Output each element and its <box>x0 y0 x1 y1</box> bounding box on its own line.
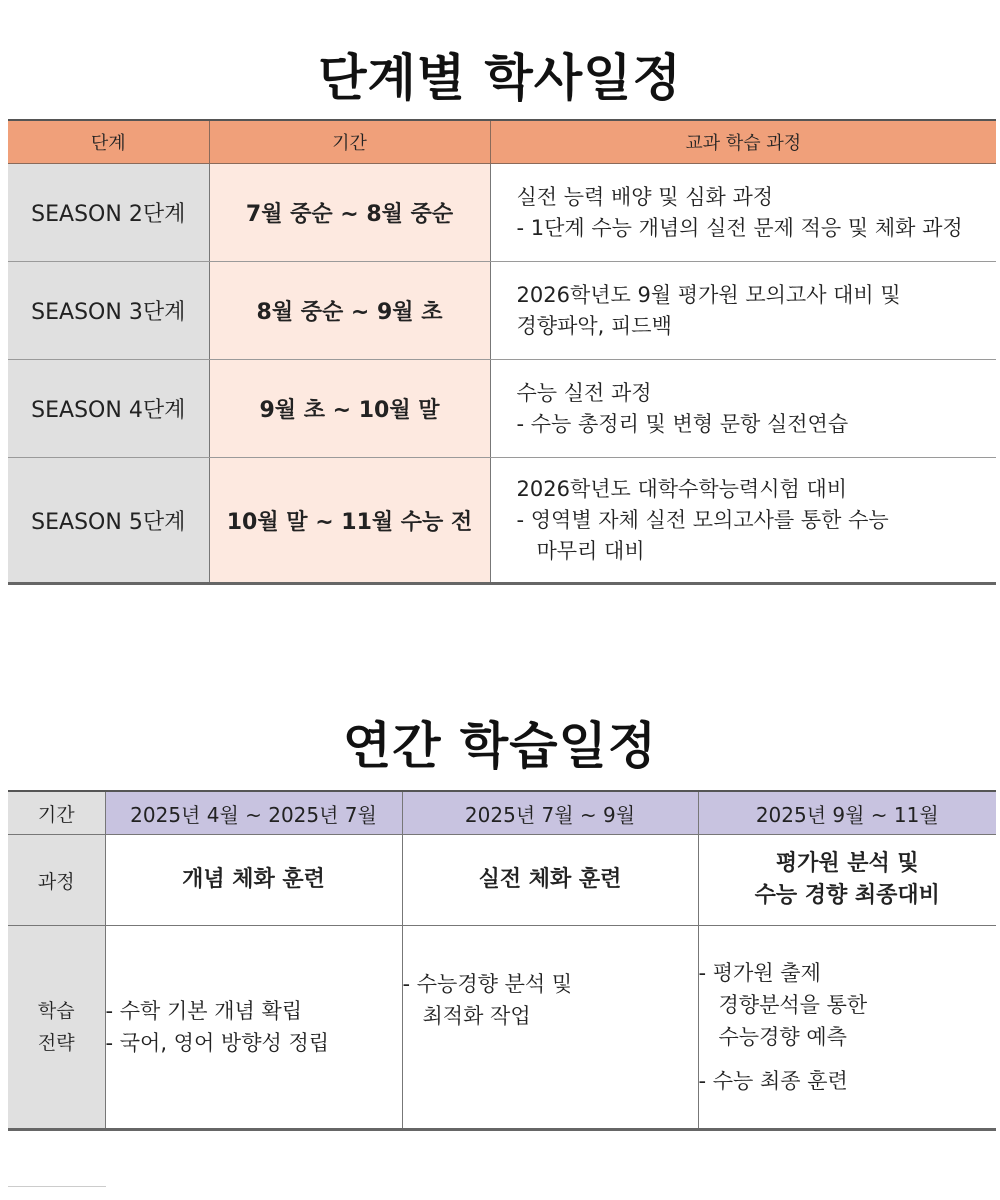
divider <box>8 1186 106 1187</box>
strategy-line: 경향분석을 통한 <box>718 993 868 1017</box>
course-line: 수능 경향 최종대비 <box>754 883 940 908</box>
course-cell <box>490 458 996 584</box>
strategy-cell <box>402 926 698 1130</box>
period-header: 2025년 7월 ~ 9월 <box>402 791 698 835</box>
table-row <box>8 164 996 262</box>
course-line: 2026학년도 대학수학능력시험 대비 <box>516 476 848 501</box>
annual-schedule-table <box>8 790 996 1131</box>
stage-cell: SEASON 4단계 <box>8 360 209 458</box>
strategy-line: - 수학 기본 개념 확립 <box>105 999 303 1023</box>
strategy-label-line: 전략 <box>37 1032 75 1054</box>
period-cell: 10월 말 ~ 11월 수능 전 <box>209 458 490 584</box>
course-cell <box>490 262 996 360</box>
strategy-cell <box>105 926 402 1130</box>
schedule-title: 단계별 학사일정 <box>318 49 682 107</box>
strategy-cell <box>698 926 996 1130</box>
stage-schedule-table <box>8 119 996 585</box>
strategy-line: - 국어, 영어 방향성 정립 <box>105 1031 330 1055</box>
table-row <box>8 360 996 458</box>
table-row <box>8 458 996 584</box>
row-label-strategy <box>8 926 105 1130</box>
course-line: 수능 실전 과정 <box>516 380 652 405</box>
course-line: - 영역별 자체 실전 모의고사를 통한 수능 <box>516 507 889 532</box>
strategy-line: 수능경향 예측 <box>718 1025 847 1049</box>
course-cell <box>105 835 402 926</box>
course-line: - 수능 총정리 및 변형 문항 실전연습 <box>516 411 849 436</box>
strategy-line: 최적화 작업 <box>422 1004 531 1028</box>
course-cell <box>402 835 698 926</box>
course-line: 실전 체화 훈련 <box>478 867 622 892</box>
stage-cell: SEASON 5단계 <box>8 458 209 584</box>
header-period: 기간 <box>209 120 490 164</box>
header-course: 교과 학습 과정 <box>490 120 996 164</box>
course-cell <box>698 835 996 926</box>
table-row <box>8 262 996 360</box>
strategy-line: - 평가원 출제 <box>698 961 821 985</box>
header-stage: 단계 <box>8 120 209 164</box>
period-cell: 8월 중순 ~ 9월 초 <box>209 262 490 360</box>
course-line: 경향파악, 피드백 <box>516 313 672 338</box>
strategy-label-line: 학습 <box>37 1000 75 1022</box>
period-cell: 7월 중순 ~ 8월 중순 <box>209 164 490 262</box>
course-line: 마무리 대비 <box>536 538 645 563</box>
course-line: - 1단계 수능 개념의 실전 문제 적응 및 체화 과정 <box>516 215 963 240</box>
strategy-row <box>8 926 996 1130</box>
period-row <box>8 791 996 835</box>
stage-cell: SEASON 3단계 <box>8 262 209 360</box>
course-line: 평가원 분석 및 <box>775 851 919 876</box>
period-cell: 9월 초 ~ 10월 말 <box>209 360 490 458</box>
course-cell <box>490 360 996 458</box>
course-line: 개념 체화 훈련 <box>182 867 325 892</box>
period-header: 2025년 4월 ~ 2025년 7월 <box>105 791 402 835</box>
row-label-course: 과정 <box>8 835 105 926</box>
period-header: 2025년 9월 ~ 11월 <box>698 791 996 835</box>
table-header-row <box>8 120 996 164</box>
strategy-line: - 수능 최종 훈련 <box>698 1069 848 1093</box>
stage-cell: SEASON 2단계 <box>8 164 209 262</box>
course-line: 2026학년도 9월 평가원 모의고사 대비 및 <box>516 282 901 307</box>
course-line: 실전 능력 배양 및 심화 과정 <box>516 184 774 209</box>
row-label-period: 기간 <box>8 791 105 835</box>
strategy-line: - 수능경향 분석 및 <box>402 972 573 996</box>
course-row <box>8 835 996 926</box>
course-cell <box>490 164 996 262</box>
annual-schedule-title: 연간 학습일정 <box>342 717 658 775</box>
